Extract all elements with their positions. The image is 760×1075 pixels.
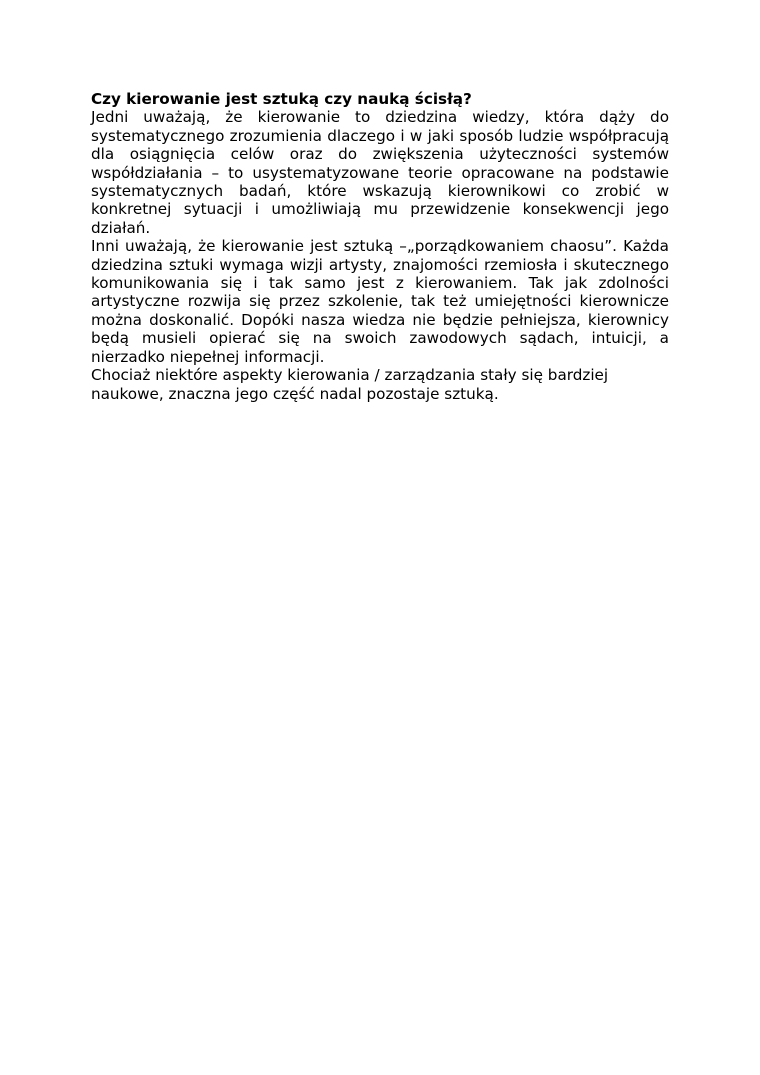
document-body — [91, 90, 669, 403]
paragraph-conclusion: Chociaż niektóre aspekty kierowania / zarządzania stały się bardziej naukowe, znaczna jego część nadal pozostaje sztuką. — [91, 366, 609, 403]
paragraph-science: Jedni uważają, że kierowanie to dziedzina wiedzy, która dąży do systematycznego zrozumienia dlaczego i w jaki sposób ludzie współpracują dla osiągnięcia celów oraz do zwiększenia użyteczności systemów współdziałania – to usystematyzowane teorie opracowane na podstawie systematycznych badań, które wskazują kierownikowi co zrobić w konkretnej sytuacji i umożliwiają mu przewidzenie konsekwencji jego działań. — [91, 108, 669, 237]
paragraph-art: Inni uważają, że kierowanie jest sztuką –„porządkowaniem chaosu”. Każda dziedzina sztuki wymaga wizji artysty, znajomości rzemiosła i skutecznego komunikowania się i tak samo jest z kierowaniem. Tak jak zdolności artystyczne rozwija się przez szkolenie, tak też umiejętności kierownicze można doskonalić. Dopóki nasza wiedza nie będzie pełniejsza, kierownicy będą musieli opierać się na swoich zawodowych sądach, intuicji, a nierzadko niepełnej informacji. — [91, 237, 669, 366]
document-title: Czy kierowanie jest sztuką czy nauką ścisłą? — [91, 90, 472, 108]
